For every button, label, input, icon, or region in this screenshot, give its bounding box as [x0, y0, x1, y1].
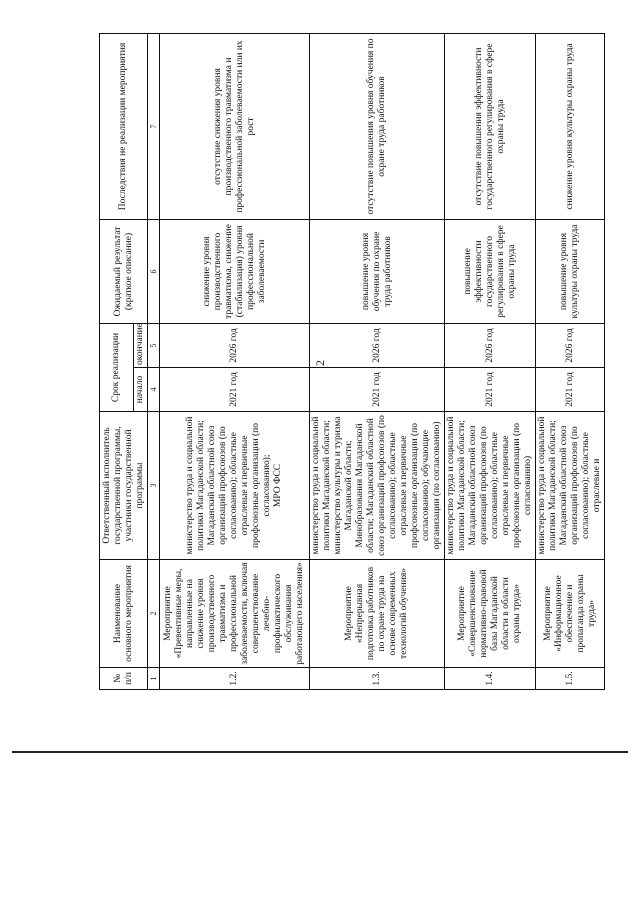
row-end: 2026 год — [160, 323, 310, 367]
row-start: 2021 год — [445, 368, 536, 412]
table-row — [310, 33, 445, 689]
column-number: 7 — [148, 33, 160, 219]
column-number: 1 — [148, 668, 160, 690]
row-end: 2026 год — [445, 323, 536, 367]
table-row — [445, 33, 536, 689]
header-executor: Ответственный исполнитель государственной программы, участники государственной программы — [100, 412, 148, 560]
row-executor-text: министерство труда и социальной политики Магаданской области; Магаданский областной союз организаций профсоюзов (по согласованию); областные отраслевые и первичные профсоюзные организации (по согласованию); — [185, 416, 272, 555]
row-name: Мероприятие «Совершенствование нормативно-правовой базы Магаданской области в области охраны труда» — [445, 560, 536, 668]
column-number: 6 — [148, 219, 160, 323]
header-term: Срок реализации — [100, 323, 134, 411]
row-executor-extra: МРО ФСС — [273, 463, 283, 508]
header-num: № п/п — [100, 668, 148, 690]
rotated-table-frame — [99, 34, 602, 690]
row-consequences: отсутствие снижения уровня производственного травматизма и профессиональной заболеваемости или их рост — [160, 33, 310, 219]
row-result: повышение уровня обучения по охране труда работников — [310, 219, 445, 323]
page-number: 2 — [313, 360, 327, 366]
row-executor: министерство труда и социальной политики Магаданской области; министерство культуры и туризма Магаданской области; Минобразования Магаданской области; Магаданский областной союз организаций профсоюзов (по согласованию); областные отраслевые и первичные профсоюзные организации (по согласованию); обучающие организации (по согласованию) — [310, 412, 445, 560]
table-row — [160, 33, 310, 689]
row-num: 1.3. — [310, 668, 445, 690]
header-result: Ожидаемый результат (краткое описание) — [100, 219, 148, 323]
column-number: 2 — [148, 560, 160, 668]
row-consequences: отсутствие повышения уровня обучения по охране труда работников — [310, 33, 445, 219]
header-term-end: окончание — [134, 323, 148, 367]
row-num: 1.2. — [160, 668, 310, 690]
row-consequences: снижение уровня культуры охраны труда — [536, 33, 605, 219]
row-executor: министерство труда и социальной политики Магаданской области; Магаданский областной союз организаций профсоюзов (по согласованию); областные отраслевые и — [536, 412, 605, 560]
row-start: 2021 год — [536, 368, 605, 412]
row-name: Мероприятие «Превентивные меры, направленные на снижение уровня производственного травматизма и профессиональной заболеваемости, включая совершенствование лечебно-профилактического обслуживания работающего населения» — [160, 560, 310, 668]
row-start: 2021 год — [160, 368, 310, 412]
header-consequences: Последствия не реализации мероприятия — [100, 33, 148, 219]
row-result: повышение уровня культуры охраны труда — [536, 219, 605, 323]
row-name: Мероприятие «Информационное обеспечение и пропаганда охраны труда» — [536, 560, 605, 668]
header-name: Наименование основного мероприятия — [100, 560, 148, 668]
column-number: 4 — [148, 368, 160, 412]
rotated-table-container — [99, 34, 602, 690]
row-executor: министерство труда и социальной политики Магаданской области; Магаданский областной союз организаций профсоюзов (по согласованию); областные отраслевые и первичные профсоюзные организации (по согласованию) — [445, 412, 536, 560]
row-name: Мероприятие «Непрерывная подготовка работников по охране труда на основе современных технологий обучения» — [310, 560, 445, 668]
row-consequences: отсутствие повышения эффективности государственного регулирования в сфере охраны труда — [445, 33, 536, 219]
program-measures-table — [99, 33, 605, 690]
row-num: 1.4. — [445, 668, 536, 690]
row-result: снижение уровня производственного травматизма, снижение (стабилизация) уровня профессиональной заболеваемости — [160, 219, 310, 323]
column-number-row — [148, 33, 160, 689]
column-number: 3 — [148, 412, 160, 560]
row-num: 1.5. — [536, 668, 605, 690]
row-executor — [160, 412, 310, 560]
column-number: 5 — [148, 323, 160, 367]
table-header-row — [100, 33, 134, 689]
page-divider-line — [12, 751, 628, 753]
table-row — [536, 33, 605, 689]
header-term-start: начало — [134, 368, 148, 412]
row-start: 2021 год — [310, 368, 445, 412]
row-end: 2026 год — [536, 323, 605, 367]
row-end: 2026 год — [310, 323, 445, 367]
row-result: повышение эффективности государственного регулирования в сфере охраны труда — [445, 219, 536, 323]
